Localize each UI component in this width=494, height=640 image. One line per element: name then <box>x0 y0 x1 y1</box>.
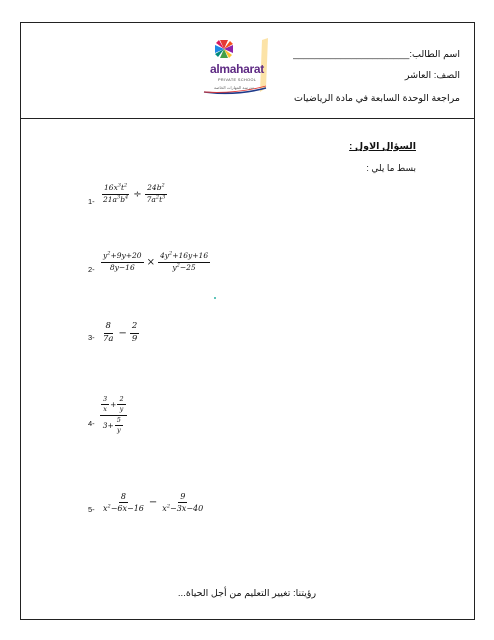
school-logo <box>196 36 274 96</box>
minus-operator: − <box>148 497 158 509</box>
logo-subtitle: PRIVATE SCHOOL <box>218 78 257 82</box>
stray-dot <box>214 297 216 299</box>
problem-3-number: 3- <box>88 333 95 342</box>
problem-2-number: 2- <box>88 265 95 274</box>
problem-1-number: 1- <box>88 197 95 206</box>
question-title: السؤال الاول : <box>349 141 416 152</box>
header-divider <box>20 118 475 119</box>
page-border <box>20 22 475 620</box>
problem-2-expression: $\frac{y^2+9y+20}{8y-16}$ × $\frac{4y^2+16y+16}{y^2-25}$ <box>103 250 209 272</box>
grade-line: الصف: العاشر <box>404 70 460 81</box>
problem-3-expression: $\frac{8}{7a}$ − $\frac{2}{9}$ <box>103 321 138 344</box>
multiply-operator: × <box>146 256 155 268</box>
divide-operator: ÷ <box>133 188 142 200</box>
logo-brand-text: almaharat <box>210 62 264 76</box>
problem-4-number: 4- <box>88 419 95 428</box>
logo-subtitle-arabic: مدرسة المهارات الخاصة <box>214 85 255 90</box>
review-title: مراجعة الوحدة السابعة في مادة الرياضيات <box>294 93 460 104</box>
problem-4-expression: $\frac{3}{x}$ + $\frac{2}{y}$ 3+ $\frac{5}{y}$ <box>100 396 127 435</box>
problem-5-expression: $\frac{8}{x^2-6x-16}$ − $\frac{9}{x^2-3x-40}$ <box>103 492 204 514</box>
problem-5-number: 5- <box>88 505 95 514</box>
question-instruction: بسط ما يلي : <box>366 163 416 173</box>
student-name-line: اسم الطالب:______________________ <box>293 49 460 60</box>
minus-operator: − <box>118 327 127 339</box>
problem-1-expression: $\frac{16x^3t^2}{21a^3b^4}$ ÷ $\frac{24b^2}{7a^2t^3}$ <box>103 182 166 204</box>
vision-footer: رؤيتنا: تغيير التعليم من أجل الحياة... <box>177 588 317 599</box>
